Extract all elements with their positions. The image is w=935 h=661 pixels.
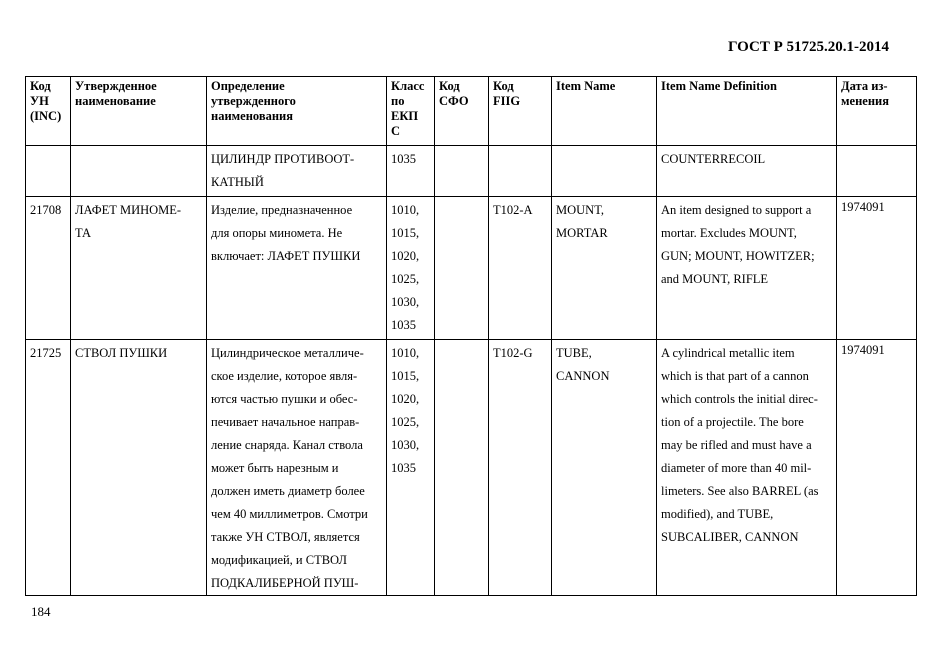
cell-line: СТВОЛ ПУШКИ <box>75 346 168 360</box>
cell-line: SUBCALIBER, CANNON <box>661 530 799 544</box>
cell-line: 1025, <box>391 415 420 429</box>
cell-line: ление снаряда. Канал ствола <box>211 438 363 452</box>
column-header-def_ru <box>207 77 387 146</box>
cell-line: 21725 <box>30 346 62 360</box>
cell-line: and MOUNT, RIFLE <box>661 272 769 286</box>
column-header-line: Определение <box>211 79 285 93</box>
column-header-line: Item Name <box>556 79 616 93</box>
cell-line: 1015, <box>391 369 420 383</box>
cell-line: 1025, <box>391 272 420 286</box>
cell-line: 1010, <box>391 203 420 217</box>
cell-line: чем 40 миллиметров. Смотри <box>211 507 368 521</box>
cell-name_ru <box>71 197 207 340</box>
column-header-line: менения <box>841 94 889 108</box>
cell-line: modified), and TUBE, <box>661 507 774 521</box>
column-header-class <box>387 77 435 146</box>
cell-line: Изделие, предназначенное <box>211 203 353 217</box>
column-header-line: Код <box>493 79 514 93</box>
cell-class <box>387 146 435 197</box>
cell-line: may be rifled and must have a <box>661 438 812 452</box>
column-header-line: по <box>391 94 405 108</box>
cell-item_def <box>657 146 837 197</box>
cell-line: должен иметь диаметр более <box>211 484 365 498</box>
cell-line: Цилиндрическое металличе- <box>211 346 364 360</box>
cell-class <box>387 340 435 596</box>
column-header-line: наименования <box>211 109 294 123</box>
column-header-fiig <box>489 77 552 146</box>
cell-date <box>837 340 917 596</box>
cell-line: ются частью пушки и обес- <box>211 392 358 406</box>
column-header-line: FIIG <box>493 94 521 108</box>
column-header-line: наименование <box>75 94 156 108</box>
cell-line: 1020, <box>391 249 420 263</box>
header-row <box>26 77 917 146</box>
cell-line: tion of a projectile. The bore <box>661 415 804 429</box>
cell-date <box>837 146 917 197</box>
cell-line: 1030, <box>391 295 420 309</box>
cell-line: MOUNT, <box>556 203 605 217</box>
cell-sfo <box>435 146 489 197</box>
cell-line: для опоры миномета. Не <box>211 226 343 240</box>
column-header-line: СФО <box>439 94 469 108</box>
cell-line: ское изделие, которое явля- <box>211 369 358 383</box>
cell-line: 1015, <box>391 226 420 240</box>
cell-item_def <box>657 340 837 596</box>
cell-fiig <box>489 146 552 197</box>
column-header-line: Дата из- <box>841 79 888 93</box>
cell-line: 1020, <box>391 392 420 406</box>
cell-line: T102-A <box>493 203 533 217</box>
cell-line: 1035 <box>391 461 416 475</box>
cell-line: печивает начальное направ- <box>211 415 360 429</box>
cell-line: GUN; MOUNT, HOWITZER; <box>661 249 815 263</box>
cell-line: which is that part of a cannon <box>661 369 809 383</box>
cell-item_name <box>552 146 657 197</box>
cell-line: 1010, <box>391 346 420 360</box>
column-header-line: С <box>391 124 401 138</box>
cell-line: mortar. Excludes MOUNT, <box>661 226 797 240</box>
cell-line: КАТНЫЙ <box>211 175 264 189</box>
column-header-line: Утвержденное <box>75 79 157 93</box>
cell-name_ru <box>71 340 207 596</box>
column-header-line: (INC) <box>30 109 62 123</box>
nomenclature-table <box>25 76 917 596</box>
cell-line: 1974091 <box>841 200 885 214</box>
cell-item_name <box>552 197 657 340</box>
column-header-line: Код <box>30 79 51 93</box>
cell-line: включает: ЛАФЕТ ПУШКИ <box>211 249 361 263</box>
cell-line: limeters. See also BARREL (as <box>661 484 819 498</box>
cell-item_name <box>552 340 657 596</box>
cell-line: также УН СТВОЛ, является <box>211 530 360 544</box>
table-row <box>26 197 917 340</box>
cell-line: ЛАФЕТ МИНОМЕ- <box>75 203 182 217</box>
cell-line: CANNON <box>556 369 610 383</box>
cell-line: 1974091 <box>841 343 885 357</box>
cell-line: ЦИЛИНДР ПРОТИВООТ- <box>211 152 355 166</box>
cell-name_ru <box>71 146 207 197</box>
column-header-line: утвержденного <box>211 94 296 108</box>
cell-line: 1030, <box>391 438 420 452</box>
cell-line: модификацией, и СТВОЛ <box>211 553 347 567</box>
cell-inc <box>26 340 71 596</box>
cell-line: 21708 <box>30 203 62 217</box>
cell-item_def <box>657 197 837 340</box>
cell-line: An item designed to support a <box>661 203 812 217</box>
cell-line: 1035 <box>391 152 416 166</box>
cell-line: может быть нарезным и <box>211 461 339 475</box>
column-header-date <box>837 77 917 146</box>
cell-line: ПОДКАЛИБЕРНОЙ ПУШ- <box>211 576 359 590</box>
cell-line: A cylindrical metallic item <box>661 346 795 360</box>
cell-fiig <box>489 340 552 596</box>
column-header-line: Item Name Definition <box>661 79 777 93</box>
cell-inc <box>26 197 71 340</box>
cell-line: COUNTERRECOIL <box>661 152 766 166</box>
column-header-inc <box>26 77 71 146</box>
cell-def_ru <box>207 340 387 596</box>
column-header-sfo <box>435 77 489 146</box>
column-header-name_ru <box>71 77 207 146</box>
cell-line: MORTAR <box>556 226 608 240</box>
column-header-line: ЕКП <box>391 109 419 123</box>
cell-line: T102-G <box>493 346 533 360</box>
cell-class <box>387 197 435 340</box>
cell-line: 1035 <box>391 318 416 332</box>
cell-sfo <box>435 197 489 340</box>
cell-sfo <box>435 340 489 596</box>
cell-line: ТА <box>75 226 92 240</box>
cell-def_ru <box>207 146 387 197</box>
table-row <box>26 340 917 596</box>
cell-fiig <box>489 197 552 340</box>
cell-line: TUBE, <box>556 346 592 360</box>
cell-line: which controls the initial direc- <box>661 392 818 406</box>
cell-date <box>837 197 917 340</box>
column-header-line: УН <box>30 94 49 108</box>
standard-designation: ГОСТ Р 51725.20.1-2014 <box>727 39 889 55</box>
cell-line: diameter of more than 40 mil- <box>661 461 812 475</box>
column-header-line: Код <box>439 79 460 93</box>
page-number: 184 <box>31 604 51 619</box>
cell-def_ru <box>207 197 387 340</box>
cell-inc <box>26 146 71 197</box>
column-header-item_name <box>552 77 657 146</box>
column-header-line: Класс <box>391 79 425 93</box>
column-header-item_def <box>657 77 837 146</box>
table-row <box>26 146 917 197</box>
